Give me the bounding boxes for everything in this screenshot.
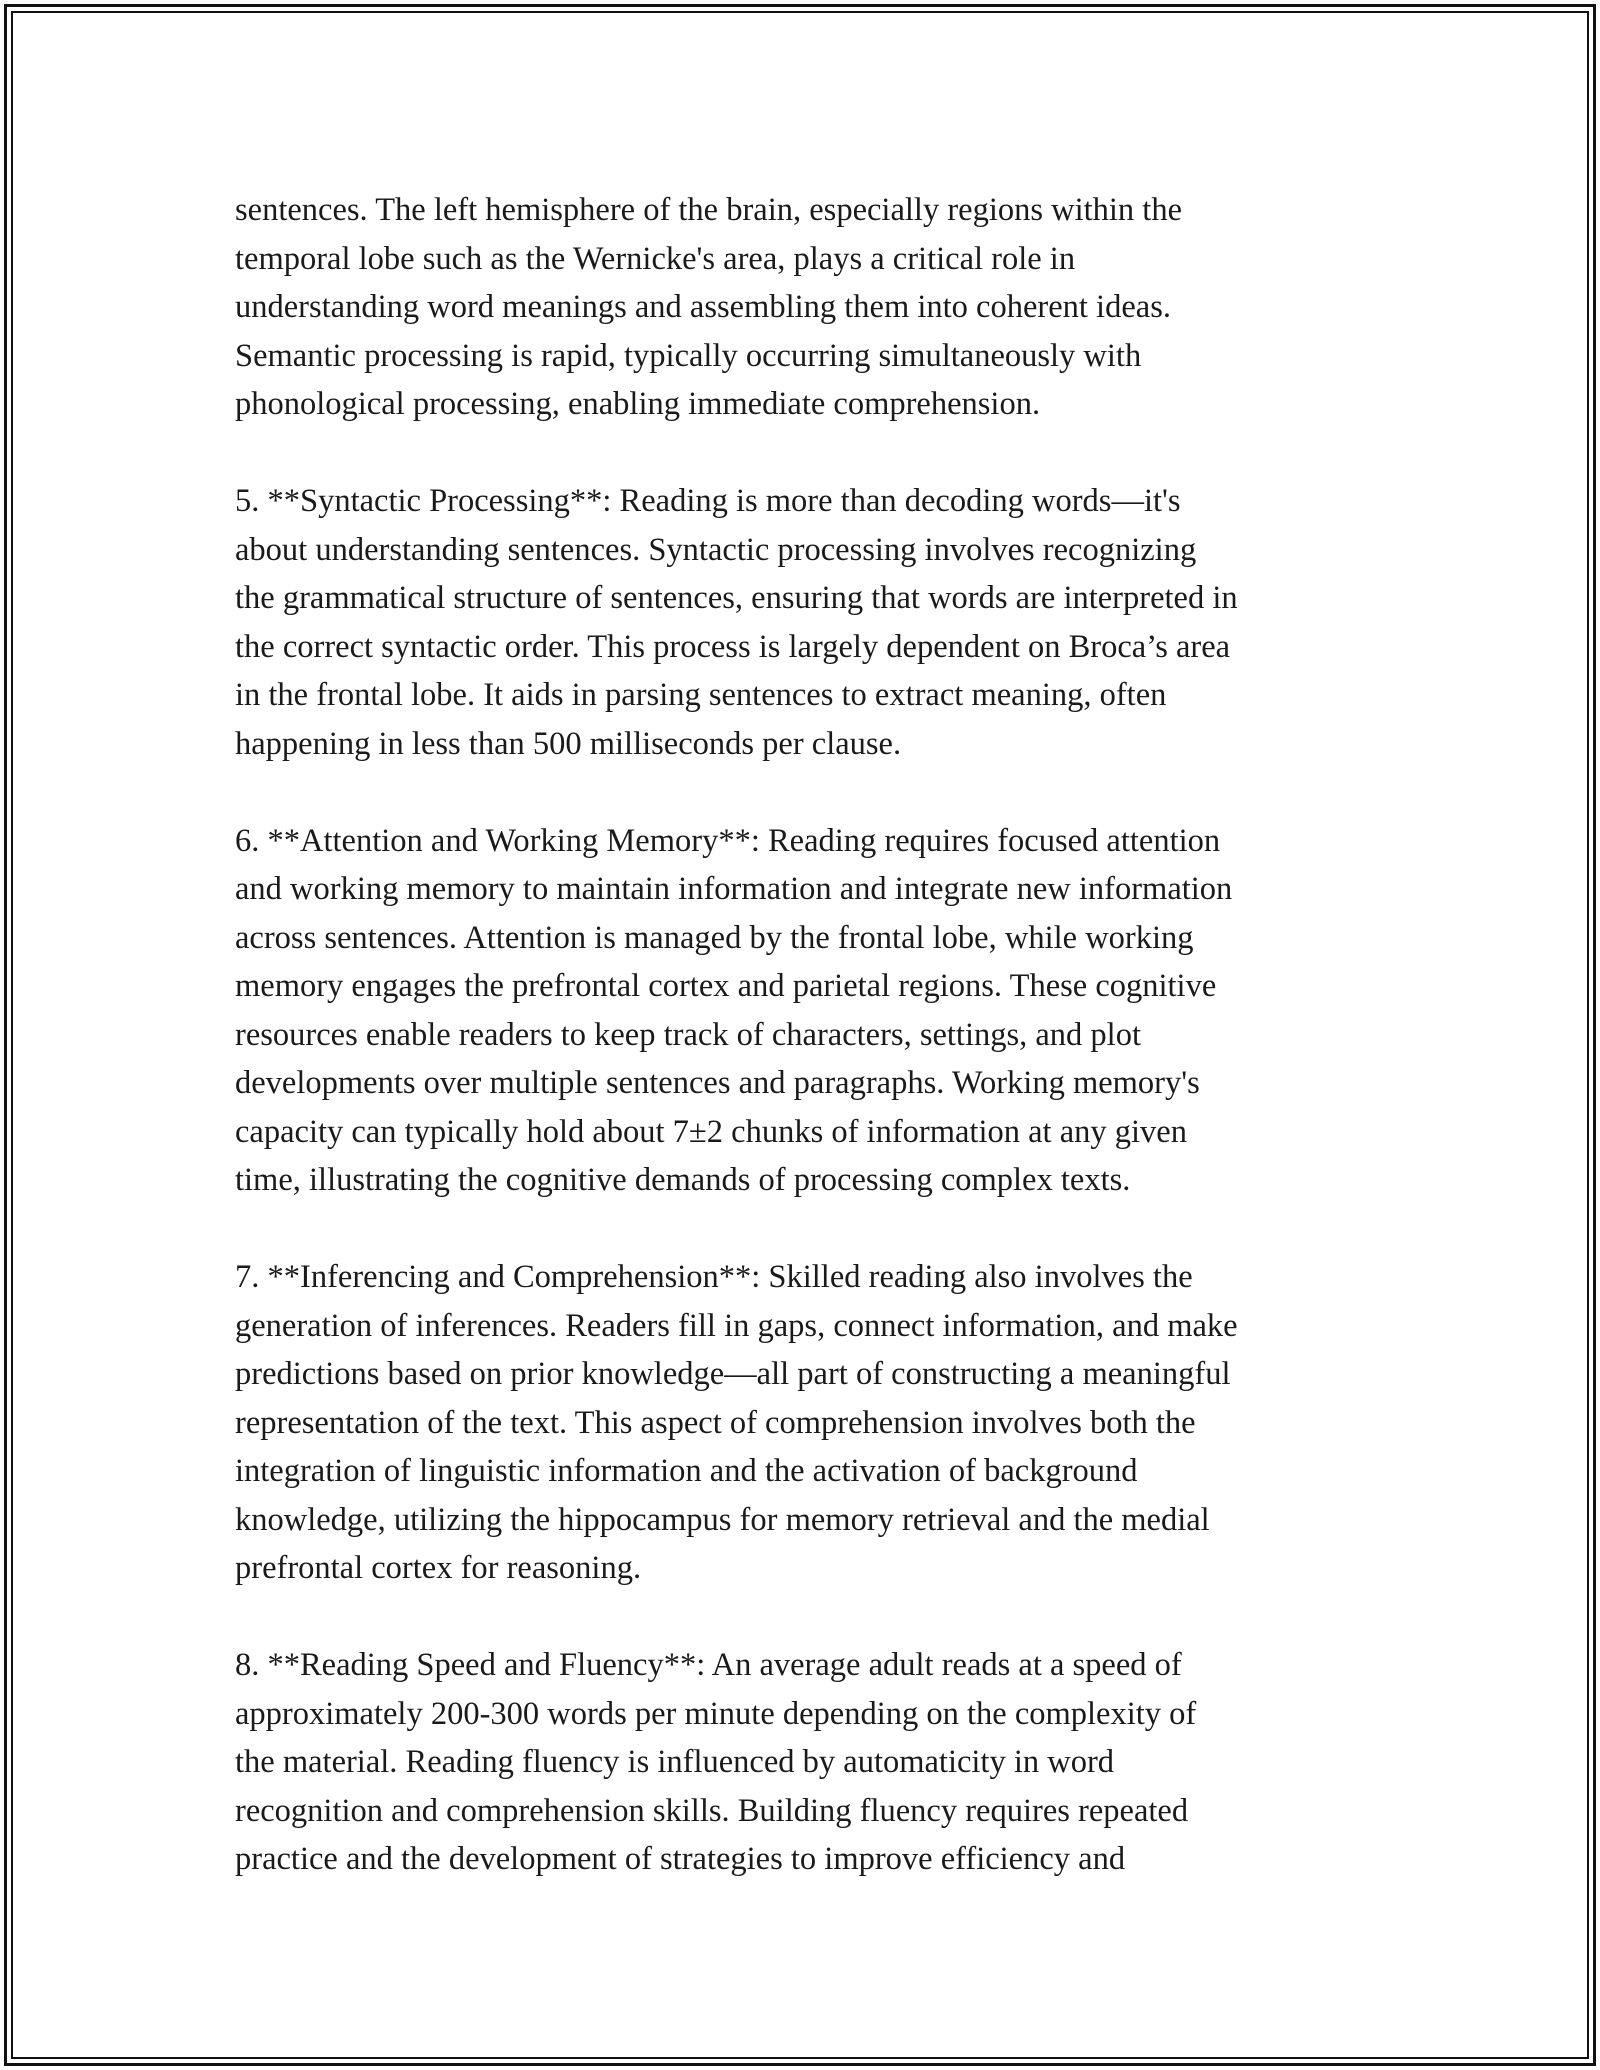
paragraph-inferencing-comprehension: 7. **Inferencing and Comprehension**: Skilled reading also involves the generation of inferences. Readers fill in gaps, connect information, and make predictions based on prior knowledge—all part of constructing a meaningful representation of the text. This aspect of comprehension involves both the integration of linguistic information and the activation of background knowledge, utilizing the hippocampus for memory retrieval and the medial prefrontal cortex for reasoning. <box>235 1259 1238 1586</box>
paragraph-reading-speed-fluency: 8. **Reading Speed and Fluency**: An average adult reads at a speed of approximately 200-300 words per minute depending on the complexity of the material. Reading fluency is influenced by automaticity in word recognition and comprehension skills. Building fluency requires repeated practice and the development of strategies to improve efficiency and <box>235 1647 1197 1877</box>
paragraph-attention-working-memory: 6. **Attention and Working Memory**: Reading requires focused attention and working memory to maintain information and integrate new information across sentences. Attention is managed by the frontal lobe, while working memory engages the prefrontal cortex and parietal regions. These cognitive resources enable readers to keep track of characters, settings, and plot developments over multiple sentences and paragraphs. Working memory's capacity can typically hold about 7±2 chunks of information at any given time, illustrating the cognitive demands of processing complex texts. <box>235 822 1233 1198</box>
paragraph-semantic-processing-continued: sentences. The left hemisphere of the brain, especially regions within the temporal lobe such as the Wernicke's area, plays a critical role in understanding word meanings and assembling them into coherent ideas. Semantic processing is rapid, typically occurring simultaneously with phonological processing, enabling immediate comprehension. <box>235 192 1183 422</box>
document-body <box>235 186 1375 1884</box>
paragraph-syntactic-processing: 5. **Syntactic Processing**: Reading is more than decoding words—it's about understanding sentences. Syntactic processing involves recognizing the grammatical structure of sentences, ensuring that words are interpreted in the correct syntactic order. This process is largely dependent on Broca’s area in the frontal lobe. It aids in parsing sentences to extract meaning, often happening in less than 500 milliseconds per clause. <box>235 483 1238 762</box>
